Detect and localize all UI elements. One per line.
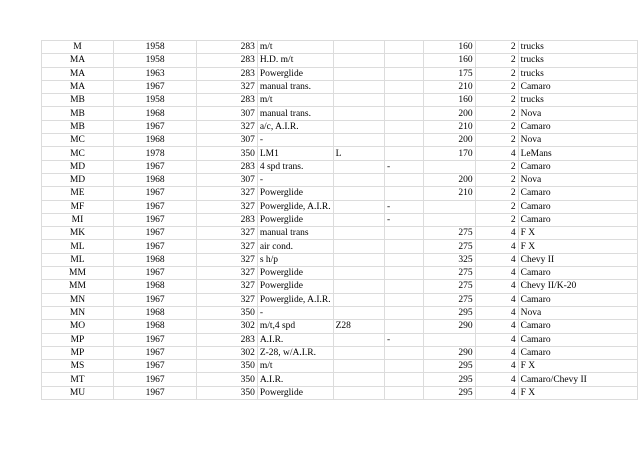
transmission-cell: manual trans. bbox=[257, 80, 333, 93]
engine-code-cell: MA bbox=[42, 54, 114, 67]
count-cell: 2 bbox=[475, 200, 518, 213]
year-cell: 1968 bbox=[113, 134, 196, 147]
transmission-cell: Powerglide bbox=[257, 67, 333, 80]
count-cell: 4 bbox=[475, 320, 518, 333]
count-cell: 2 bbox=[475, 54, 518, 67]
flag-cell bbox=[385, 67, 424, 80]
table-row bbox=[42, 240, 638, 253]
option-cell bbox=[333, 227, 384, 240]
displacement-cell: 350 bbox=[197, 373, 258, 386]
engine-code-cell: MN bbox=[42, 293, 114, 306]
model-cell: Camaro bbox=[518, 293, 637, 306]
table-row bbox=[42, 160, 638, 173]
option-cell bbox=[333, 360, 384, 373]
flag-cell bbox=[385, 386, 424, 399]
displacement-cell: 307 bbox=[197, 173, 258, 186]
transmission-cell: m/t bbox=[257, 94, 333, 107]
horsepower-cell: 200 bbox=[423, 107, 475, 120]
count-cell: 2 bbox=[475, 160, 518, 173]
year-cell: 1967 bbox=[113, 333, 196, 346]
displacement-cell: 307 bbox=[197, 107, 258, 120]
count-cell: 2 bbox=[475, 134, 518, 147]
model-cell: Camaro bbox=[518, 120, 637, 133]
table-row bbox=[42, 54, 638, 67]
count-cell: 2 bbox=[475, 187, 518, 200]
option-cell: L bbox=[333, 147, 384, 160]
option-cell bbox=[333, 134, 384, 147]
count-cell: 2 bbox=[475, 107, 518, 120]
year-cell: 1967 bbox=[113, 200, 196, 213]
flag-cell bbox=[385, 373, 424, 386]
flag-cell: - bbox=[385, 213, 424, 226]
horsepower-cell: 210 bbox=[423, 80, 475, 93]
transmission-cell: Powerglide, A.I.R. bbox=[257, 293, 333, 306]
option-cell bbox=[333, 267, 384, 280]
model-cell: Camaro bbox=[518, 80, 637, 93]
displacement-cell: 327 bbox=[197, 187, 258, 200]
count-cell: 2 bbox=[475, 120, 518, 133]
flag-cell bbox=[385, 360, 424, 373]
transmission-cell: Z-28, w/A.I.R. bbox=[257, 346, 333, 359]
flag-cell bbox=[385, 306, 424, 319]
engine-code-cell: MC bbox=[42, 147, 114, 160]
transmission-cell: Powerglide, A.I.R. bbox=[257, 200, 333, 213]
model-cell: Camaro bbox=[518, 346, 637, 359]
option-cell bbox=[333, 293, 384, 306]
table-row bbox=[42, 386, 638, 399]
count-cell: 2 bbox=[475, 80, 518, 93]
option-cell bbox=[333, 306, 384, 319]
year-cell: 1967 bbox=[113, 240, 196, 253]
transmission-cell: Powerglide bbox=[257, 267, 333, 280]
flag-cell bbox=[385, 107, 424, 120]
model-cell: trucks bbox=[518, 94, 637, 107]
displacement-cell: 350 bbox=[197, 147, 258, 160]
table-row bbox=[42, 107, 638, 120]
horsepower-cell: 160 bbox=[423, 54, 475, 67]
flag-cell bbox=[385, 227, 424, 240]
year-cell: 1968 bbox=[113, 173, 196, 186]
table-row bbox=[42, 80, 638, 93]
transmission-cell: s h/p bbox=[257, 253, 333, 266]
horsepower-cell: 295 bbox=[423, 360, 475, 373]
model-cell: Camaro bbox=[518, 267, 637, 280]
option-cell bbox=[333, 200, 384, 213]
table-row bbox=[42, 200, 638, 213]
horsepower-cell: 290 bbox=[423, 320, 475, 333]
year-cell: 1968 bbox=[113, 107, 196, 120]
horsepower-cell bbox=[423, 160, 475, 173]
year-cell: 1968 bbox=[113, 320, 196, 333]
displacement-cell: 327 bbox=[197, 280, 258, 293]
horsepower-cell: 275 bbox=[423, 267, 475, 280]
transmission-cell: Powerglide bbox=[257, 213, 333, 226]
flag-cell bbox=[385, 240, 424, 253]
flag-cell bbox=[385, 173, 424, 186]
year-cell: 1967 bbox=[113, 293, 196, 306]
horsepower-cell: 275 bbox=[423, 240, 475, 253]
flag-cell bbox=[385, 120, 424, 133]
model-cell: Chevy II bbox=[518, 253, 637, 266]
engine-code-cell: MB bbox=[42, 94, 114, 107]
displacement-cell: 350 bbox=[197, 386, 258, 399]
model-cell: Nova bbox=[518, 107, 637, 120]
engine-code-cell: MF bbox=[42, 200, 114, 213]
table-row bbox=[42, 147, 638, 160]
model-cell: Camaro bbox=[518, 200, 637, 213]
model-cell: Camaro bbox=[518, 333, 637, 346]
table-row bbox=[42, 67, 638, 80]
flag-cell bbox=[385, 267, 424, 280]
transmission-cell: A.I.R. bbox=[257, 333, 333, 346]
model-cell: Nova bbox=[518, 134, 637, 147]
year-cell: 1968 bbox=[113, 253, 196, 266]
table-row bbox=[42, 173, 638, 186]
count-cell: 4 bbox=[475, 333, 518, 346]
engine-code-cell: MB bbox=[42, 107, 114, 120]
year-cell: 1967 bbox=[113, 373, 196, 386]
transmission-cell: m/t,4 spd bbox=[257, 320, 333, 333]
count-cell: 4 bbox=[475, 280, 518, 293]
engine-code-cell: MU bbox=[42, 386, 114, 399]
horsepower-cell: 210 bbox=[423, 187, 475, 200]
count-cell: 4 bbox=[475, 346, 518, 359]
count-cell: 4 bbox=[475, 240, 518, 253]
engine-code-cell: MI bbox=[42, 213, 114, 226]
horsepower-cell bbox=[423, 213, 475, 226]
flag-cell bbox=[385, 147, 424, 160]
flag-cell bbox=[385, 80, 424, 93]
model-cell: Chevy II/K-20 bbox=[518, 280, 637, 293]
option-cell bbox=[333, 373, 384, 386]
option-cell bbox=[333, 240, 384, 253]
table-body bbox=[42, 41, 638, 400]
count-cell: 4 bbox=[475, 267, 518, 280]
displacement-cell: 302 bbox=[197, 320, 258, 333]
count-cell: 2 bbox=[475, 67, 518, 80]
option-cell bbox=[333, 160, 384, 173]
engine-code-cell: ML bbox=[42, 253, 114, 266]
table-row bbox=[42, 41, 638, 54]
table-row bbox=[42, 120, 638, 133]
table-row bbox=[42, 373, 638, 386]
year-cell: 1967 bbox=[113, 80, 196, 93]
count-cell: 4 bbox=[475, 147, 518, 160]
model-cell: F X bbox=[518, 386, 637, 399]
option-cell bbox=[333, 41, 384, 54]
count-cell: 2 bbox=[475, 41, 518, 54]
horsepower-cell: 200 bbox=[423, 173, 475, 186]
displacement-cell: 327 bbox=[197, 267, 258, 280]
engine-code-cell: MT bbox=[42, 373, 114, 386]
option-cell bbox=[333, 386, 384, 399]
displacement-cell: 350 bbox=[197, 306, 258, 319]
displacement-cell: 350 bbox=[197, 360, 258, 373]
model-cell: Camaro bbox=[518, 160, 637, 173]
model-cell: F X bbox=[518, 360, 637, 373]
model-cell: Camaro bbox=[518, 187, 637, 200]
table-row bbox=[42, 213, 638, 226]
engine-code-table bbox=[41, 40, 638, 400]
year-cell: 1968 bbox=[113, 280, 196, 293]
engine-code-cell: MD bbox=[42, 173, 114, 186]
count-cell: 4 bbox=[475, 253, 518, 266]
transmission-cell: - bbox=[257, 134, 333, 147]
displacement-cell: 283 bbox=[197, 94, 258, 107]
transmission-cell: LM1 bbox=[257, 147, 333, 160]
displacement-cell: 307 bbox=[197, 134, 258, 147]
flag-cell bbox=[385, 94, 424, 107]
table-row bbox=[42, 333, 638, 346]
transmission-cell: Powerglide bbox=[257, 280, 333, 293]
transmission-cell: - bbox=[257, 173, 333, 186]
displacement-cell: 327 bbox=[197, 253, 258, 266]
count-cell: 4 bbox=[475, 293, 518, 306]
flag-cell bbox=[385, 253, 424, 266]
flag-cell bbox=[385, 41, 424, 54]
option-cell bbox=[333, 346, 384, 359]
flag-cell: - bbox=[385, 333, 424, 346]
transmission-cell: a/c, A.I.R. bbox=[257, 120, 333, 133]
year-cell: 1967 bbox=[113, 120, 196, 133]
transmission-cell: 4 spd trans. bbox=[257, 160, 333, 173]
flag-cell: - bbox=[385, 160, 424, 173]
table-row bbox=[42, 320, 638, 333]
count-cell: 4 bbox=[475, 373, 518, 386]
engine-code-cell: MA bbox=[42, 67, 114, 80]
year-cell: 1968 bbox=[113, 306, 196, 319]
table-row bbox=[42, 94, 638, 107]
displacement-cell: 283 bbox=[197, 160, 258, 173]
option-cell bbox=[333, 280, 384, 293]
option-cell bbox=[333, 107, 384, 120]
horsepower-cell: 210 bbox=[423, 120, 475, 133]
displacement-cell: 283 bbox=[197, 213, 258, 226]
horsepower-cell: 275 bbox=[423, 280, 475, 293]
model-cell: Camaro bbox=[518, 320, 637, 333]
option-cell bbox=[333, 94, 384, 107]
flag-cell: - bbox=[385, 200, 424, 213]
displacement-cell: 302 bbox=[197, 346, 258, 359]
table-row bbox=[42, 306, 638, 319]
displacement-cell: 327 bbox=[197, 80, 258, 93]
transmission-cell: H.D. m/t bbox=[257, 54, 333, 67]
count-cell: 4 bbox=[475, 306, 518, 319]
displacement-cell: 283 bbox=[197, 67, 258, 80]
transmission-cell: A.I.R. bbox=[257, 373, 333, 386]
year-cell: 1958 bbox=[113, 94, 196, 107]
engine-code-cell: MM bbox=[42, 280, 114, 293]
engine-code-cell: ME bbox=[42, 187, 114, 200]
option-cell bbox=[333, 333, 384, 346]
year-cell: 1967 bbox=[113, 267, 196, 280]
horsepower-cell: 275 bbox=[423, 227, 475, 240]
year-cell: 1967 bbox=[113, 227, 196, 240]
engine-code-cell: MN bbox=[42, 306, 114, 319]
model-cell: Camaro bbox=[518, 213, 637, 226]
year-cell: 1963 bbox=[113, 67, 196, 80]
engine-code-cell: MC bbox=[42, 134, 114, 147]
horsepower-cell: 160 bbox=[423, 94, 475, 107]
transmission-cell: Powerglide bbox=[257, 386, 333, 399]
year-cell: 1967 bbox=[113, 213, 196, 226]
option-cell bbox=[333, 54, 384, 67]
engine-code-cell: M bbox=[42, 41, 114, 54]
option-cell bbox=[333, 253, 384, 266]
transmission-cell: m/t bbox=[257, 360, 333, 373]
table-row bbox=[42, 293, 638, 306]
displacement-cell: 327 bbox=[197, 227, 258, 240]
horsepower-cell: 275 bbox=[423, 293, 475, 306]
year-cell: 1958 bbox=[113, 54, 196, 67]
model-cell: trucks bbox=[518, 54, 637, 67]
table-row bbox=[42, 346, 638, 359]
flag-cell bbox=[385, 54, 424, 67]
table-row bbox=[42, 360, 638, 373]
transmission-cell: m/t bbox=[257, 41, 333, 54]
table-row bbox=[42, 280, 638, 293]
count-cell: 2 bbox=[475, 173, 518, 186]
flag-cell bbox=[385, 280, 424, 293]
option-cell bbox=[333, 187, 384, 200]
transmission-cell: manual trans bbox=[257, 227, 333, 240]
transmission-cell: air cond. bbox=[257, 240, 333, 253]
model-cell: trucks bbox=[518, 41, 637, 54]
count-cell: 4 bbox=[475, 360, 518, 373]
displacement-cell: 327 bbox=[197, 120, 258, 133]
flag-cell bbox=[385, 293, 424, 306]
engine-code-cell: MK bbox=[42, 227, 114, 240]
option-cell bbox=[333, 173, 384, 186]
horsepower-cell: 290 bbox=[423, 346, 475, 359]
transmission-cell: manual trans. bbox=[257, 107, 333, 120]
horsepower-cell: 295 bbox=[423, 306, 475, 319]
table-row bbox=[42, 134, 638, 147]
count-cell: 2 bbox=[475, 94, 518, 107]
engine-code-cell: MP bbox=[42, 346, 114, 359]
engine-code-cell: MA bbox=[42, 80, 114, 93]
model-cell: F X bbox=[518, 227, 637, 240]
displacement-cell: 327 bbox=[197, 293, 258, 306]
flag-cell bbox=[385, 134, 424, 147]
horsepower-cell: 160 bbox=[423, 41, 475, 54]
year-cell: 1967 bbox=[113, 386, 196, 399]
horsepower-cell bbox=[423, 333, 475, 346]
count-cell: 2 bbox=[475, 213, 518, 226]
flag-cell bbox=[385, 346, 424, 359]
count-cell: 4 bbox=[475, 227, 518, 240]
table-row bbox=[42, 227, 638, 240]
year-cell: 1967 bbox=[113, 160, 196, 173]
displacement-cell: 327 bbox=[197, 200, 258, 213]
table-row bbox=[42, 187, 638, 200]
horsepower-cell: 295 bbox=[423, 386, 475, 399]
engine-code-cell: ML bbox=[42, 240, 114, 253]
transmission-cell: Powerglide bbox=[257, 187, 333, 200]
model-cell: LeMans bbox=[518, 147, 637, 160]
flag-cell bbox=[385, 187, 424, 200]
transmission-cell: - bbox=[257, 306, 333, 319]
displacement-cell: 283 bbox=[197, 54, 258, 67]
displacement-cell: 283 bbox=[197, 41, 258, 54]
count-cell: 4 bbox=[475, 386, 518, 399]
engine-code-cell: MM bbox=[42, 267, 114, 280]
model-cell: Nova bbox=[518, 306, 637, 319]
option-cell: Z28 bbox=[333, 320, 384, 333]
option-cell bbox=[333, 213, 384, 226]
year-cell: 1958 bbox=[113, 41, 196, 54]
horsepower-cell: 295 bbox=[423, 373, 475, 386]
engine-code-cell: MO bbox=[42, 320, 114, 333]
displacement-cell: 327 bbox=[197, 240, 258, 253]
year-cell: 1978 bbox=[113, 147, 196, 160]
model-cell: Camaro/Chevy II bbox=[518, 373, 637, 386]
option-cell bbox=[333, 120, 384, 133]
horsepower-cell: 175 bbox=[423, 67, 475, 80]
horsepower-cell: 200 bbox=[423, 134, 475, 147]
year-cell: 1967 bbox=[113, 346, 196, 359]
horsepower-cell: 325 bbox=[423, 253, 475, 266]
option-cell bbox=[333, 67, 384, 80]
table-row bbox=[42, 253, 638, 266]
horsepower-cell: 170 bbox=[423, 147, 475, 160]
option-cell bbox=[333, 80, 384, 93]
model-cell: trucks bbox=[518, 67, 637, 80]
engine-code-cell: MS bbox=[42, 360, 114, 373]
engine-code-cell: MP bbox=[42, 333, 114, 346]
displacement-cell: 283 bbox=[197, 333, 258, 346]
model-cell: Nova bbox=[518, 173, 637, 186]
year-cell: 1967 bbox=[113, 187, 196, 200]
year-cell: 1967 bbox=[113, 360, 196, 373]
horsepower-cell bbox=[423, 200, 475, 213]
table-row bbox=[42, 267, 638, 280]
model-cell: F X bbox=[518, 240, 637, 253]
engine-code-cell: MD bbox=[42, 160, 114, 173]
engine-code-cell: MB bbox=[42, 120, 114, 133]
flag-cell bbox=[385, 320, 424, 333]
